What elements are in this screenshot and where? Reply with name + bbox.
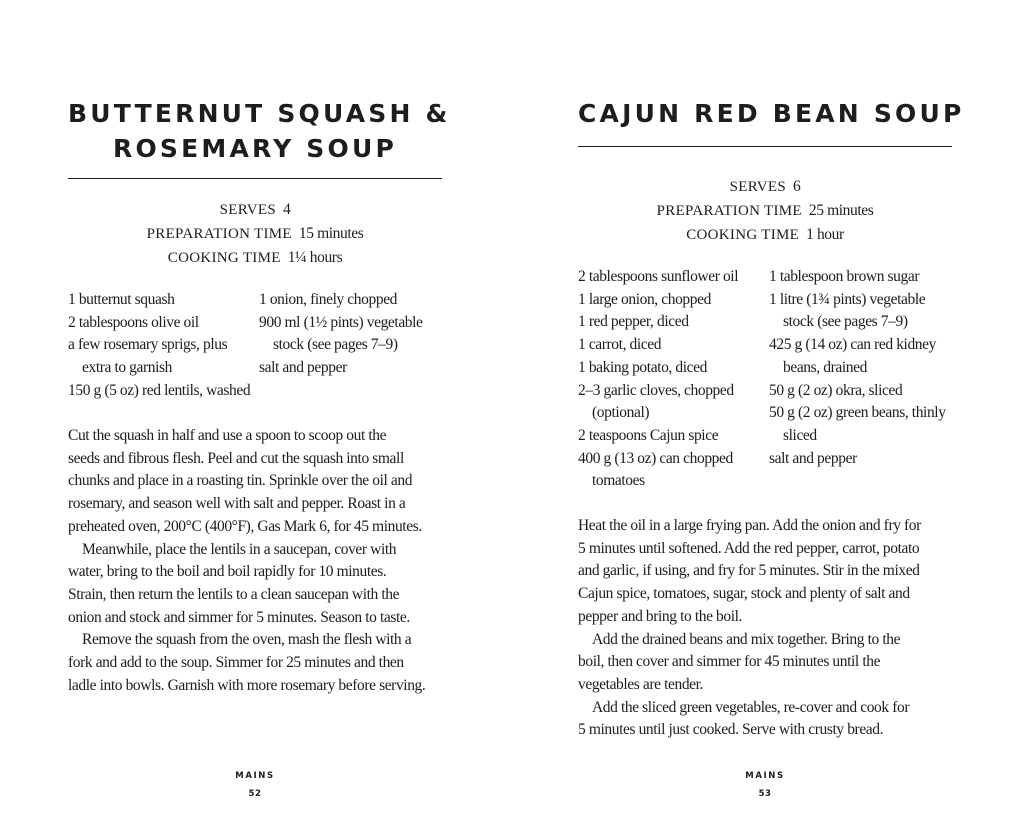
right-page bbox=[510, 0, 1020, 818]
serves-value: 4 bbox=[283, 201, 291, 218]
method-line: Add the drained beans and mix together. Bring to the bbox=[592, 630, 901, 648]
prep-value: 25 minutes bbox=[808, 202, 874, 219]
ingredient-line: 1 large onion, chopped bbox=[578, 290, 711, 308]
serves-label: SERVES bbox=[729, 179, 787, 195]
method-line: pepper and bring to the boil. bbox=[578, 607, 743, 625]
ingredient-line: 1 baking potato, diced bbox=[578, 358, 707, 376]
ingredient-line: 50 g (2 oz) okra, sliced bbox=[769, 381, 903, 399]
method-line: and garlic, if using, and fry for 5 minutes. Stir in the mixed bbox=[578, 562, 920, 580]
prep-label: PREPARATION TIME bbox=[146, 226, 292, 242]
method-line: Cut the squash in half and use a spoon to scoop out the bbox=[68, 427, 387, 444]
page-number: 53 bbox=[758, 789, 772, 799]
ingredient-line: (optional) bbox=[592, 404, 650, 422]
ingredient-line: salt and pepper bbox=[259, 359, 347, 377]
title-line: BUTTERNUT SQUASH & bbox=[68, 99, 451, 128]
recipe-title bbox=[68, 96, 451, 166]
ingredient-line: 2 tablespoons olive oil bbox=[68, 313, 199, 331]
prep-label: PREPARATION TIME bbox=[656, 203, 802, 219]
ingredient-line: 900 ml (1½ pints) vegetable bbox=[259, 313, 423, 331]
title-line: CAJUN RED BEAN SOUP bbox=[578, 99, 965, 128]
cook-value: 1 hour bbox=[806, 226, 844, 243]
serves-row bbox=[68, 198, 442, 222]
ingredient-line: 1 tablespoon brown sugar bbox=[769, 268, 920, 285]
ingredient-line: 1 red pepper, diced bbox=[578, 313, 689, 331]
ingredient-line: 2–3 garlic cloves, chopped bbox=[578, 381, 734, 399]
prep-value: 15 minutes bbox=[298, 225, 364, 242]
serves-value: 6 bbox=[793, 178, 801, 195]
method-line: water, bring to the boil and boil rapidly for 10 minutes. bbox=[68, 563, 387, 581]
cook-label: COOKING TIME bbox=[686, 227, 800, 243]
title-line: ROSEMARY SOUP bbox=[113, 134, 397, 163]
method-text bbox=[578, 515, 958, 742]
prep-row bbox=[578, 199, 952, 223]
ingredient-line: 1 litre (1¾ pints) vegetable bbox=[769, 290, 926, 308]
ingredient-line: tomatoes bbox=[592, 472, 645, 490]
serves-row bbox=[578, 175, 952, 199]
ingredient-line: 400 g (13 oz) can chopped bbox=[578, 449, 733, 467]
ingredient-line: 1 carrot, diced bbox=[578, 336, 662, 354]
ingredient-line: 425 g (14 oz) can red kidney bbox=[769, 336, 936, 354]
ingredient-line: 1 butternut squash bbox=[68, 291, 175, 308]
method-line: 5 minutes until just cooked. Serve with crusty bread. bbox=[578, 721, 884, 739]
ingredient-line: a few rosemary sprigs, plus bbox=[68, 336, 228, 354]
ingredient-line: extra to garnish bbox=[82, 359, 173, 377]
method-line: seeds and fibrous flesh. Peel and cut the squash into small bbox=[68, 449, 404, 467]
recipe-meta bbox=[578, 175, 952, 247]
cook-row bbox=[578, 223, 952, 247]
ingredient-line: stock (see pages 7–9) bbox=[783, 313, 908, 331]
ingredients-column-1 bbox=[578, 266, 738, 493]
serves-label: SERVES bbox=[219, 202, 277, 218]
ingredient-line: 150 g (5 oz) red lentils, washed bbox=[68, 381, 251, 399]
page-number: 52 bbox=[248, 789, 262, 799]
title-divider bbox=[578, 146, 952, 147]
cook-value: 1¼ hours bbox=[287, 249, 343, 266]
method-text bbox=[68, 425, 448, 697]
method-line: Meanwhile, place the lentils in a saucepan, cover with bbox=[82, 540, 397, 558]
method-line: onion and stock and simmer for 5 minutes. Season to taste. bbox=[68, 608, 410, 626]
ingredient-line: beans, drained bbox=[783, 358, 867, 376]
method-line: preheated oven, 200°C (400°F), Gas Mark 6, for 45 minutes. bbox=[68, 517, 422, 535]
method-line: rosemary, and season well with salt and pepper. Roast in a bbox=[68, 495, 406, 513]
prep-row bbox=[68, 222, 442, 246]
ingredient-line: 2 teaspoons Cajun spice bbox=[578, 426, 719, 444]
ingredient-line: salt and pepper bbox=[769, 449, 857, 467]
method-line: vegetables are tender. bbox=[578, 675, 704, 693]
method-line: ladle into bowls. Garnish with more rosemary before serving. bbox=[68, 676, 426, 694]
section-name: MAINS bbox=[235, 771, 275, 781]
section-name: MAINS bbox=[745, 771, 785, 781]
ingredient-line: stock (see pages 7–9) bbox=[273, 336, 398, 354]
title-divider bbox=[68, 178, 442, 179]
ingredient-line: 1 onion, finely chopped bbox=[259, 291, 398, 308]
ingredients-column-1 bbox=[68, 289, 250, 403]
method-line: Add the sliced green vegetables, re-cover and cook for bbox=[592, 698, 910, 716]
cook-label: COOKING TIME bbox=[167, 250, 281, 266]
recipe-meta bbox=[68, 198, 442, 270]
ingredients-column-2 bbox=[259, 289, 423, 380]
method-line: 5 minutes until softened. Add the red pepper, carrot, potato bbox=[578, 539, 920, 557]
ingredient-line: 50 g (2 oz) green beans, thinly bbox=[769, 404, 946, 422]
method-line: boil, then cover and simmer for 45 minutes until the bbox=[578, 653, 881, 671]
method-line: Remove the squash from the oven, mash the flesh with a bbox=[82, 631, 412, 649]
ingredient-line: 2 tablespoons sunflower oil bbox=[578, 268, 739, 285]
recipe-title bbox=[578, 96, 965, 131]
cook-row bbox=[68, 246, 442, 270]
method-line: chunks and place in a roasting tin. Sprinkle over the oil and bbox=[68, 472, 413, 490]
method-line: fork and add to the soup. Simmer for 25 minutes and then bbox=[68, 654, 404, 672]
ingredients-column-2 bbox=[769, 266, 946, 470]
ingredient-line: sliced bbox=[783, 426, 817, 444]
method-line: Heat the oil in a large frying pan. Add the onion and fry for bbox=[578, 517, 921, 534]
method-line: Cajun spice, tomatoes, sugar, stock and plenty of salt and bbox=[578, 585, 910, 603]
method-line: Strain, then return the lentils to a clean saucepan with the bbox=[68, 585, 400, 603]
